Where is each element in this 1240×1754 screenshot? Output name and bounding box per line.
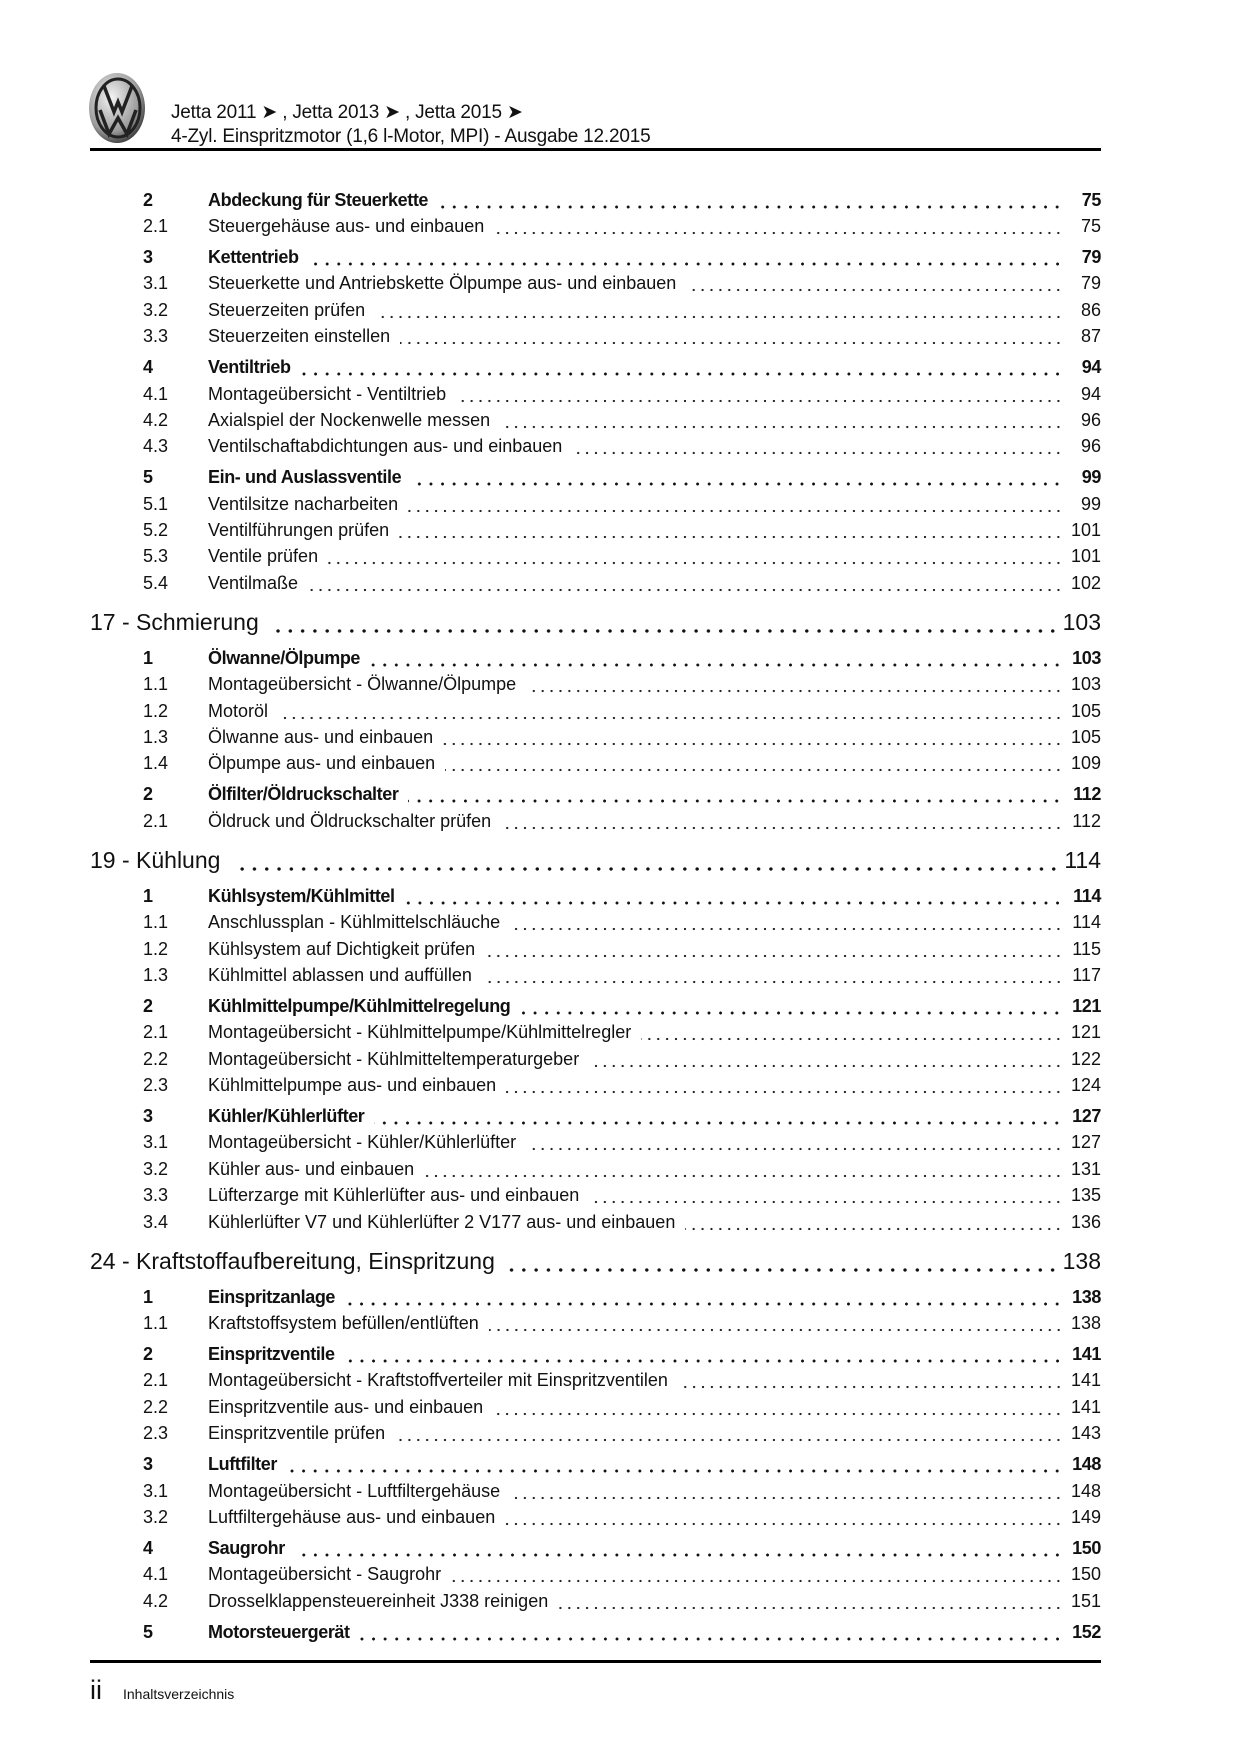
toc-entry-number: 5.1 (143, 493, 169, 514)
toc-entry-title: Steuerzeiten einstellen (208, 326, 391, 347)
toc-entry-title: Lüfterzarge mit Kühlerlüfter aus- und einbauen (208, 1185, 580, 1206)
toc-entry-number: 4 (143, 1537, 153, 1558)
toc-subsection[interactable] (90, 808, 1101, 834)
toc-entry-title: Kühlsystem auf Dichtigkeit prüfen (208, 938, 476, 959)
toc-subsection[interactable] (90, 543, 1101, 569)
toc-entry-number: 5 (143, 1621, 153, 1642)
toc-entry-page: 121 (1072, 995, 1101, 1016)
dot-leader (526, 671, 1063, 697)
toc-entry-title: Axialspiel der Nockenwelle messen (208, 409, 491, 430)
toc-entry-number: 1 (143, 1286, 153, 1307)
toc-entry-page: 102 (1070, 572, 1101, 593)
toc-subsection[interactable] (90, 1129, 1101, 1155)
toc-entry-number: 3 (143, 246, 153, 267)
dot-leader (456, 381, 1063, 407)
toc-subsection[interactable] (90, 1019, 1101, 1045)
toc-entry-number: 2 (143, 189, 153, 210)
toc-entry-number: 2.1 (143, 215, 169, 236)
toc-entry-number: 3.1 (143, 1132, 169, 1153)
toc-entry-page: 136 (1070, 1211, 1101, 1232)
toc-entry-title: 17 - Schmierung (90, 609, 259, 636)
footer-page-number: ii (90, 1675, 102, 1705)
toc-entry-page: 149 (1070, 1506, 1101, 1527)
toc-entry-title: Kühler/Kühlerlüfter (208, 1106, 365, 1127)
toc-entry-number: 2.2 (143, 1048, 169, 1069)
dot-leader (328, 543, 1063, 569)
toc-entry-number: 3.3 (143, 1185, 169, 1206)
toc-chapter[interactable] (90, 604, 1101, 640)
toc-entry-title: Kühlmittel ablassen und auffüllen (208, 964, 472, 985)
toc-entry-number: 3.2 (143, 1158, 169, 1179)
toc-entry-page: 115 (1072, 938, 1101, 959)
toc-entry-page: 148 (1070, 1480, 1101, 1501)
dot-leader (509, 1243, 1059, 1279)
footer-rule (90, 1660, 1101, 1663)
toc-subsection[interactable] (90, 962, 1101, 988)
toc-section[interactable] (90, 645, 1101, 671)
toc-section[interactable] (90, 1341, 1101, 1367)
dot-leader (445, 750, 1063, 776)
dot-leader (572, 433, 1063, 459)
dot-leader (589, 1182, 1063, 1208)
toc-entry-title: Öldruck und Öldruckschalter prüfen (208, 810, 492, 831)
toc-entry-title: Montageübersicht - Kühlmitteltemperaturgeber (208, 1048, 580, 1069)
toc-entry-title: 19 - Kühlung (90, 847, 221, 874)
toc-entry-title: Luftfiltergehäuse aus- und einbauen (208, 1506, 496, 1527)
dot-leader (399, 517, 1063, 543)
toc-entry-number: 1.3 (143, 964, 169, 985)
toc-entry-title: Einspritzventile aus- und einbauen (208, 1396, 484, 1417)
toc-entry-title: Ölwanne aus- und einbauen (208, 727, 434, 747)
toc-section[interactable] (90, 1103, 1101, 1129)
dot-leader (273, 604, 1059, 640)
toc-subsection[interactable] (90, 407, 1101, 433)
toc-entry-page: 105 (1070, 700, 1101, 721)
toc-entry-title: Ölwanne/Ölpumpe (208, 647, 361, 668)
toc-entry-title: Motoröl (208, 700, 269, 721)
dot-leader (405, 883, 1063, 909)
dot-leader (424, 1156, 1063, 1182)
toc-entry-page: 138 (1072, 1286, 1101, 1307)
toc-entry-title: Steuerzeiten prüfen (208, 299, 366, 320)
toc-subsection[interactable] (90, 433, 1101, 459)
toc-entry-number: 2.3 (143, 1075, 169, 1096)
dot-leader (301, 354, 1063, 380)
toc-entry-page: 141 (1070, 1396, 1101, 1417)
dot-leader (400, 323, 1063, 349)
toc-subsection[interactable] (90, 1504, 1101, 1530)
toc-entry-number: 5 (143, 467, 153, 488)
toc-entry-page: 127 (1070, 1132, 1101, 1153)
toc-entry-title: Ölfilter/Öldruckschalter (208, 784, 399, 805)
toc-entry-number: 3.1 (143, 1480, 169, 1501)
toc-entry-page: 94 (1081, 357, 1101, 378)
dot-leader (295, 1535, 1063, 1561)
toc-entry-title: Abdeckung für Steuerkette (208, 189, 429, 210)
vw-logo (88, 72, 146, 144)
toc-entry-page: 79 (1080, 273, 1101, 294)
toc-entry-title: Kühlmittelpumpe aus- und einbauen (208, 1075, 497, 1096)
dot-leader (686, 270, 1063, 296)
toc-entry-number: 2.3 (143, 1423, 169, 1444)
toc-entry-number: 1.4 (143, 753, 169, 774)
toc-subsection[interactable] (90, 270, 1101, 296)
toc-entry-title: 24 - Kraftstoffaufbereitung, Einspritzung (90, 1248, 495, 1275)
toc-entry-title: Kühler aus- und einbauen (208, 1158, 415, 1179)
toc-entry-number: 3.2 (143, 1506, 169, 1527)
dot-leader (641, 1019, 1063, 1045)
toc-entry-number: 4.1 (143, 383, 169, 404)
dot-leader (510, 1478, 1063, 1504)
toc-entry-title: Motorsteuergerät (208, 1621, 350, 1642)
dot-leader (345, 1341, 1063, 1367)
toc-entry-title: Montageübersicht - Saugrohr (208, 1564, 442, 1585)
toc-subsection[interactable] (90, 323, 1101, 349)
toc-entry-number: 2 (143, 1343, 153, 1364)
dot-leader (494, 213, 1063, 239)
dot-leader (500, 407, 1063, 433)
footer-label: Inhaltsverzeichnis (123, 1686, 235, 1702)
dot-leader (287, 1451, 1063, 1477)
toc-entry-page: 101 (1070, 546, 1101, 567)
toc-entry-page: 112 (1072, 810, 1101, 831)
toc-section[interactable] (90, 883, 1101, 909)
toc-entry-number: 3.2 (143, 299, 169, 320)
toc-entry-title: Einspritzanlage (208, 1286, 336, 1307)
toc-entry-title: Montageübersicht - Kühler/Kühlerlüfter (208, 1132, 517, 1153)
toc-section[interactable] (90, 1284, 1101, 1310)
toc-entry-title: Saugrohr (208, 1537, 285, 1558)
dot-leader (685, 1209, 1063, 1235)
toc-entry-page: 138 (1062, 1248, 1101, 1275)
toc-chapter[interactable] (90, 842, 1101, 878)
toc-entry-page: 86 (1080, 299, 1101, 320)
toc-entry-number: 2.2 (143, 1396, 169, 1417)
toc-entry-number: 1.2 (143, 700, 169, 721)
toc-entry-page: 141 (1070, 1370, 1101, 1391)
toc-entry-page: 127 (1072, 1106, 1101, 1127)
toc-entry-title: Kühlsystem/Kühlmittel (208, 885, 395, 906)
toc-entry-page: 148 (1072, 1454, 1101, 1475)
toc-subsection[interactable] (90, 750, 1101, 776)
toc-entry-title: Kühlmittelpumpe/Kühlmittelregelung (208, 995, 511, 1016)
toc-entry-page: 79 (1081, 246, 1101, 267)
toc-entry-page: 112 (1073, 784, 1101, 805)
toc-subsection[interactable] (90, 517, 1101, 543)
toc-entry-page: 122 (1070, 1048, 1101, 1069)
dot-leader (451, 1561, 1063, 1587)
toc-entry-number: 2.1 (143, 1022, 169, 1043)
toc-entry-page: 114 (1072, 912, 1101, 933)
toc-entry-title: Montageübersicht - Ventiltrieb (208, 383, 447, 404)
dot-leader (411, 464, 1063, 490)
toc-entry-title: Anschlussplan - Kühlmittelschläuche (208, 912, 501, 933)
toc-entry-title: Einspritzventile (208, 1343, 335, 1364)
toc-entry-title: Kühlerlüfter V7 und Kühlerlüfter 2 V177 aus- und einbauen (208, 1211, 676, 1232)
toc-entry-page: 75 (1081, 189, 1101, 210)
toc-entry-page: 99 (1080, 493, 1101, 514)
toc-subsection[interactable] (90, 909, 1101, 935)
toc-entry-page: 101 (1070, 520, 1101, 541)
toc-entry-title: Ventilführungen prüfen (208, 520, 390, 541)
toc-entry-title: Kraftstoffsystem befüllen/entlüften (208, 1313, 479, 1333)
toc-entry-page: 114 (1064, 847, 1101, 874)
toc-entry-title: Ventilmaße (208, 572, 299, 593)
toc-entry-number: 3 (143, 1106, 153, 1127)
toc-subsection[interactable] (90, 671, 1101, 697)
dot-leader (443, 724, 1063, 750)
toc-subsection[interactable] (90, 1420, 1101, 1446)
toc-section[interactable] (90, 1619, 1101, 1645)
toc-entry-number: 4 (143, 357, 153, 378)
toc-entry-title: Montageübersicht - Luftfiltergehäuse (208, 1480, 501, 1501)
toc-subsection[interactable] (90, 491, 1101, 517)
dot-leader (370, 645, 1063, 671)
toc-subsection[interactable] (90, 570, 1101, 596)
dot-leader (395, 1420, 1063, 1446)
dot-leader (374, 1103, 1063, 1129)
toc-subsection[interactable] (90, 1046, 1101, 1072)
toc-entry-number: 2.1 (143, 810, 169, 831)
dot-leader (501, 808, 1063, 834)
toc-entry-page: 87 (1080, 326, 1101, 347)
toc-section[interactable] (90, 781, 1101, 807)
dot-leader (408, 781, 1063, 807)
toc-entry-page: 103 (1070, 674, 1101, 695)
toc-entry-page: 124 (1070, 1075, 1101, 1096)
toc-entry-page: 96 (1080, 409, 1101, 430)
toc-entry-number: 4.1 (143, 1564, 169, 1585)
toc-entry-title: Steuerkette und Antriebskette Ölpumpe aus- und einbauen (208, 273, 677, 294)
toc-entry-page: 143 (1070, 1423, 1101, 1444)
toc-entry-page: 94 (1080, 383, 1101, 404)
dot-leader (493, 1394, 1063, 1420)
toc-entry-title: Ventiltrieb (208, 357, 291, 378)
toc-entry-number: 1 (143, 885, 153, 906)
toc-subsection[interactable] (90, 1367, 1101, 1393)
toc-entry-page: 105 (1070, 727, 1101, 747)
toc-entry-page: 121 (1070, 1022, 1101, 1043)
toc-entry-number: 2 (143, 995, 153, 1016)
toc-entry-number: 2.1 (143, 1370, 169, 1391)
dot-leader (278, 698, 1063, 724)
toc-section[interactable] (90, 993, 1101, 1019)
toc-entry-page: 114 (1073, 885, 1101, 906)
header-rule (90, 148, 1101, 151)
toc-entry-page: 75 (1080, 215, 1101, 236)
toc-subsection[interactable] (90, 297, 1101, 323)
toc-entry-number: 1.1 (143, 1313, 169, 1333)
table-of-contents (90, 182, 1101, 1645)
toc-entry-page: 96 (1080, 436, 1101, 457)
toc-subsection[interactable] (90, 1156, 1101, 1182)
dot-leader (526, 1129, 1063, 1155)
toc-entry-number: 1.3 (143, 727, 169, 747)
dot-leader (558, 1588, 1063, 1614)
toc-entry-page: 103 (1062, 609, 1101, 636)
toc-entry-number: 1.1 (143, 674, 169, 695)
dot-leader (345, 1284, 1063, 1310)
dot-leader (489, 1310, 1063, 1336)
toc-entry-page: 151 (1070, 1590, 1101, 1611)
toc-chapter[interactable] (90, 1243, 1101, 1279)
dot-leader (375, 297, 1063, 323)
toc-entry-number: 4.2 (143, 1590, 169, 1611)
toc-subsection[interactable] (90, 698, 1101, 724)
toc-entry-title: Steuergehäuse aus- und einbauen (208, 215, 485, 236)
toc-entry-page: 103 (1072, 647, 1101, 668)
toc-subsection[interactable] (90, 1394, 1101, 1420)
dot-leader (485, 936, 1063, 962)
toc-entry-title: Drosselklappensteuereinheit J338 reinigen (208, 1590, 549, 1611)
toc-section[interactable] (90, 354, 1101, 380)
toc-section[interactable] (90, 1451, 1101, 1477)
toc-entry-title: Montageübersicht - Ölwanne/Ölpumpe (208, 674, 517, 695)
toc-entry-number: 3.4 (143, 1211, 169, 1232)
dot-leader (510, 909, 1063, 935)
toc-section[interactable] (90, 187, 1101, 213)
toc-entry-number: 1 (143, 647, 153, 668)
toc-entry-page: 150 (1072, 1537, 1101, 1558)
toc-entry-title: Ein- und Auslassventile (208, 467, 402, 488)
dot-leader (360, 1619, 1063, 1645)
toc-entry-number: 5.3 (143, 546, 169, 567)
toc-entry-page: 152 (1072, 1621, 1101, 1642)
toc-subsection[interactable] (90, 381, 1101, 407)
dot-leader (589, 1046, 1063, 1072)
dot-leader (234, 842, 1060, 878)
dot-leader (438, 187, 1063, 213)
toc-subsection[interactable] (90, 213, 1101, 239)
toc-subsection[interactable] (90, 1182, 1101, 1208)
toc-subsection[interactable] (90, 1478, 1101, 1504)
toc-entry-number: 4.3 (143, 436, 169, 457)
toc-section[interactable] (90, 1535, 1101, 1561)
toc-entry-number: 4.2 (143, 409, 169, 430)
toc-entry-title: Montageübersicht - Kühlmittelpumpe/Kühlmittelregler (208, 1022, 632, 1043)
toc-entry-number: 3.1 (143, 273, 169, 294)
toc-subsection[interactable] (90, 724, 1101, 750)
dot-leader (505, 1504, 1063, 1530)
toc-entry-page: 117 (1072, 964, 1101, 985)
toc-entry-page: 99 (1081, 467, 1101, 488)
toc-entry-number: 2 (143, 784, 153, 805)
toc-entry-title: Kettentrieb (208, 246, 299, 267)
toc-subsection[interactable] (90, 1561, 1101, 1587)
header-manual-title: 4-Zyl. Einspritzmotor (1,6 l-Motor, MPI) - Ausgabe 12.2015 (171, 126, 651, 147)
toc-subsection[interactable] (90, 936, 1101, 962)
toc-section[interactable] (90, 244, 1101, 270)
toc-entry-number: 3.3 (143, 326, 169, 347)
dot-leader (520, 993, 1063, 1019)
toc-section[interactable] (90, 464, 1101, 490)
toc-entry-page: 141 (1072, 1343, 1101, 1364)
dot-leader (309, 244, 1063, 270)
toc-subsection[interactable] (90, 1209, 1101, 1235)
dot-leader (482, 962, 1063, 988)
toc-entry-title: Montageübersicht - Kraftstoffverteiler mit Einspritzventilen (208, 1370, 668, 1391)
dot-leader (408, 491, 1063, 517)
toc-subsection[interactable] (90, 1310, 1101, 1336)
toc-entry-page: 109 (1070, 753, 1101, 774)
toc-entry-page: 131 (1070, 1158, 1101, 1179)
toc-entry-title: Ventilsitze nacharbeiten (208, 493, 399, 514)
toc-entry-title: Ölpumpe aus- und einbauen (208, 753, 436, 774)
dot-leader (506, 1072, 1063, 1098)
toc-entry-number: 3 (143, 1454, 153, 1475)
toc-entry-title: Ventile prüfen (208, 546, 319, 567)
toc-entry-title: Ventilschaftabdichtungen aus- und einbauen (208, 436, 563, 457)
dot-leader (678, 1367, 1063, 1393)
header-vehicle-models: Jetta 2011 ➤ , Jetta 2013 ➤ , Jetta 2015 ➤ (171, 102, 523, 123)
toc-entry-number: 1.2 (143, 938, 169, 959)
toc-entry-title: Luftfilter (208, 1454, 277, 1475)
toc-entry-number: 5.4 (143, 572, 169, 593)
toc-entry-number: 5.2 (143, 520, 169, 541)
toc-subsection[interactable] (90, 1588, 1101, 1614)
toc-entry-page: 138 (1070, 1313, 1101, 1333)
toc-entry-title: Einspritzventile prüfen (208, 1423, 386, 1444)
dot-leader (308, 570, 1063, 596)
toc-entry-number: 1.1 (143, 912, 169, 933)
toc-subsection[interactable] (90, 1072, 1101, 1098)
toc-entry-page: 150 (1070, 1564, 1101, 1585)
toc-entry-page: 135 (1070, 1185, 1101, 1206)
